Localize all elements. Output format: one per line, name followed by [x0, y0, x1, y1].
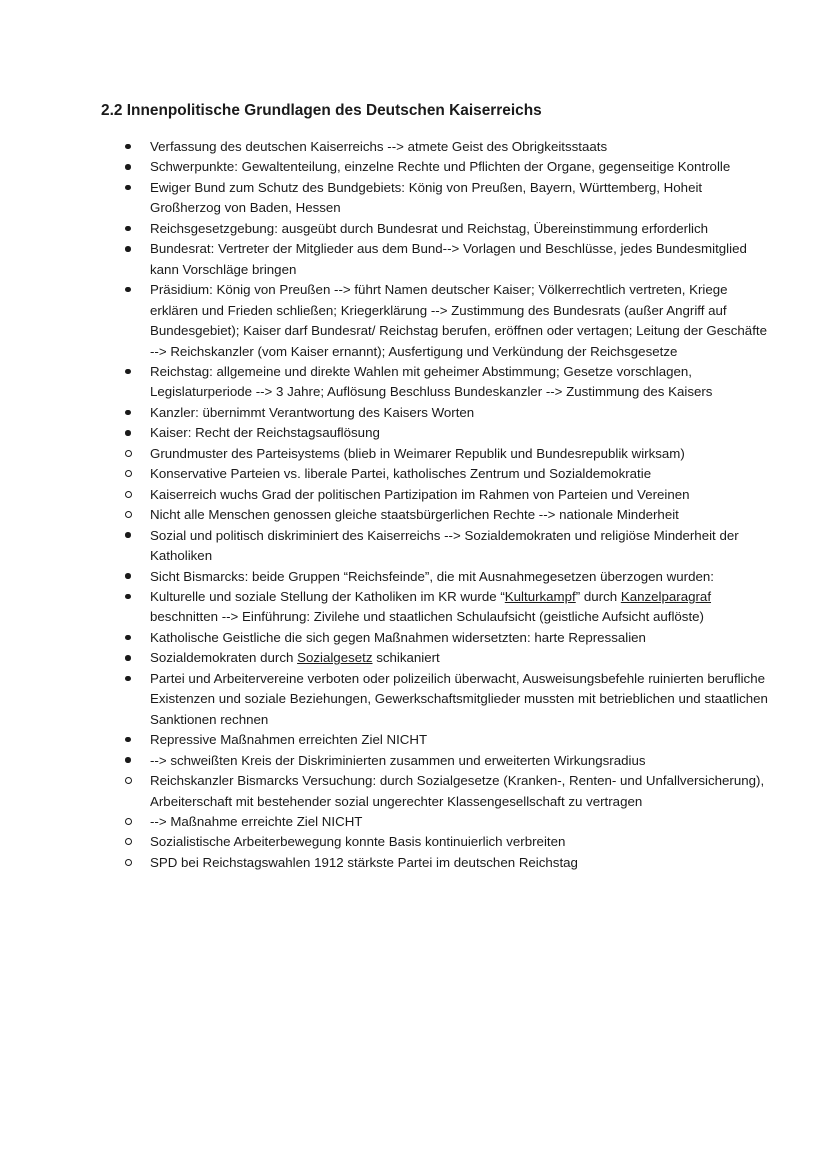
list-item — [101, 464, 768, 484]
item-text: Kulturelle und soziale Stellung der Katholiken im KR wurde “ — [150, 588, 505, 604]
bullet-icon — [121, 178, 135, 198]
bullet-icon — [121, 403, 135, 423]
hollow-bullet-icon — [121, 505, 135, 525]
bullet-icon — [121, 751, 135, 771]
bullet-icon — [121, 362, 135, 382]
list-item — [101, 403, 768, 423]
list-item — [101, 567, 768, 587]
bullet-icon — [121, 587, 135, 607]
item-text: Partei und Arbeitervereine verboten oder polizeilich überwacht, Ausweisungsbefehle ruinierten berufliche Existenzen und soziale Beziehungen, Gewerkschaftsmitglieder mussten mit betrieblichen und staatlichen Sanktionen rechnen — [150, 670, 768, 727]
list-item — [101, 219, 768, 239]
item-text: --> schweißten Kreis der Diskriminierten zusammen und erweiterten Wirkungsradius — [150, 752, 646, 768]
bullet-icon — [121, 730, 135, 750]
hollow-bullet-icon — [121, 444, 135, 464]
bullet-icon — [121, 567, 135, 587]
item-text: schikaniert — [372, 650, 440, 666]
item-text: Kaiserreich wuchs Grad der politischen Partizipation im Rahmen von Parteien und Vereinen — [150, 486, 690, 502]
bullet-icon — [121, 137, 135, 157]
bullet-icon — [121, 239, 135, 259]
item-text: Ewiger Bund zum Schutz des Bundgebiets: König von Preußen, Bayern, Württemberg, Hoheit Großherzog von Baden, Hessen — [150, 179, 703, 216]
item-text: Sozialistische Arbeiterbewegung konnte Basis kontinuierlich verbreiten — [150, 834, 566, 850]
hollow-bullet-icon — [121, 853, 135, 873]
list-item — [101, 751, 768, 771]
hollow-bullet-icon — [121, 832, 135, 852]
item-text: Schwerpunkte: Gewaltenteilung, einzelne Rechte und Pflichten der Organe, gegenseitige Kontrolle — [150, 159, 731, 175]
item-text: Kanzler: übernimmt Verantwortung des Kaisers Worten — [150, 404, 475, 420]
list-item — [101, 362, 768, 403]
list-item — [101, 178, 768, 219]
item-text: SPD bei Reichstagswahlen 1912 stärkste Partei im deutschen Reichstag — [150, 854, 578, 870]
list-item — [101, 832, 768, 852]
item-text: --> Maßnahme erreichte Ziel NICHT — [150, 813, 363, 829]
list-item — [101, 853, 768, 873]
hollow-bullet-icon — [121, 485, 135, 505]
item-text: Konservative Parteien vs. liberale Partei, katholisches Zentrum und Sozialdemokratie — [150, 466, 652, 482]
list-item — [101, 526, 768, 567]
item-text: Reichsgesetzgebung: ausgeübt durch Bundesrat und Reichstag, Übereinstimmung erforderlich — [150, 220, 709, 236]
item-text: Sozialdemokraten durch — [150, 650, 298, 666]
list-item — [101, 771, 768, 812]
list-item — [101, 157, 768, 177]
list-item — [101, 587, 768, 628]
list-item — [101, 812, 768, 832]
item-text: Sicht Bismarcks: beide Gruppen “Reichsfeinde”, die mit Ausnahmegesetzen überzogen wurden: — [150, 568, 714, 584]
item-text: Bundesrat: Vertreter der Mitglieder aus dem Bund--> Vorlagen und Beschlüsse, jedes Bundesmitglied kann Vorschläge bringen — [150, 241, 747, 277]
item-text: Repressive Maßnahmen erreichten Ziel NICHT — [150, 732, 428, 748]
list-item — [101, 730, 768, 750]
list-item — [101, 628, 768, 648]
hollow-bullet-icon — [121, 812, 135, 832]
item-text: Kaiser: Recht der Reichstagsauflösung — [150, 425, 380, 441]
list-item — [101, 505, 768, 525]
list-item — [101, 485, 768, 505]
item-text: Grundmuster des Parteisystems (blieb in Weimarer Republik und Bundesrepublik wirksam) — [150, 445, 685, 461]
bullet-icon — [121, 669, 135, 689]
hollow-bullet-icon — [121, 771, 135, 791]
bullet-icon — [121, 219, 135, 239]
list-item — [101, 137, 768, 157]
bullet-list — [101, 137, 768, 873]
list-item — [101, 423, 768, 443]
item-text: Nicht alle Menschen genossen gleiche staatsbürgerlichen Rechte --> nationale Minderheit — [150, 507, 679, 523]
item-text: Verfassung des deutschen Kaiserreichs --> atmete Geist des Obrigkeitsstaats — [150, 139, 608, 154]
item-text: Reichskanzler Bismarcks Versuchung: durch Sozialgesetze (Kranken-, Renten- und Unfallversicherung), Arbeiterschaft mit bestehender sozial ungerechter Klassengesellschaft zu vertragen — [150, 773, 765, 809]
item-text: ” durch — [575, 588, 621, 604]
bullet-icon — [121, 280, 135, 300]
hollow-bullet-icon — [121, 464, 135, 484]
bullet-icon — [121, 423, 135, 443]
list-item — [101, 444, 768, 464]
item-text: Präsidium: König von Preußen --> führt Namen deutscher Kaiser; Völkerrechtlich vertreten, Kriege erklären und Frieden schließen; Kriegerklärung --> Zustimmung des Bundesrats (außer Angriff auf Bundesgebiet); Kaiser darf Bundesrat/ Reichstag berufen, eröffnen oder vertagen; Leitung der Geschäfte --> Reichskanzler (vom Kaiser ernannt); Ausfertigung und Verkündung der Reichsgesetze — [150, 282, 767, 359]
bullet-icon — [121, 526, 135, 546]
underlined-term: Kulturkampf — [504, 588, 576, 604]
item-text: Reichstag: allgemeine und direkte Wahlen mit geheimer Abstimmung; Gesetze vorschlagen, Legislaturperiode --> 3 Jahre; Auflösung Beschluss Bundeskanzler --> Zustimmung des Kaisers — [150, 363, 713, 400]
list-item — [101, 239, 768, 280]
bullet-icon — [121, 648, 135, 668]
bullet-icon — [121, 157, 135, 177]
underlined-term: Kanzelparagraf — [620, 588, 712, 604]
section-heading: 2.2 Innenpolitische Grundlagen des Deutschen Kaiserreichs — [101, 102, 542, 119]
item-text: Sozial und politisch diskriminiert des Kaiserreichs --> Sozialdemokraten und religiöse Minderheit der Katholiken — [150, 527, 739, 564]
list-item — [101, 280, 768, 362]
bullet-icon — [121, 628, 135, 648]
item-text: beschnitten --> Einführung: Zivilehe und staatlichen Schulaufsicht (geistliche Aufsicht auflöste) — [150, 609, 704, 625]
list-item — [101, 669, 768, 730]
list-item — [101, 648, 768, 668]
underlined-term: Sozialgesetz — [297, 650, 373, 666]
item-text: Katholische Geistliche die sich gegen Maßnahmen widersetzten: harte Repressalien — [150, 629, 646, 645]
